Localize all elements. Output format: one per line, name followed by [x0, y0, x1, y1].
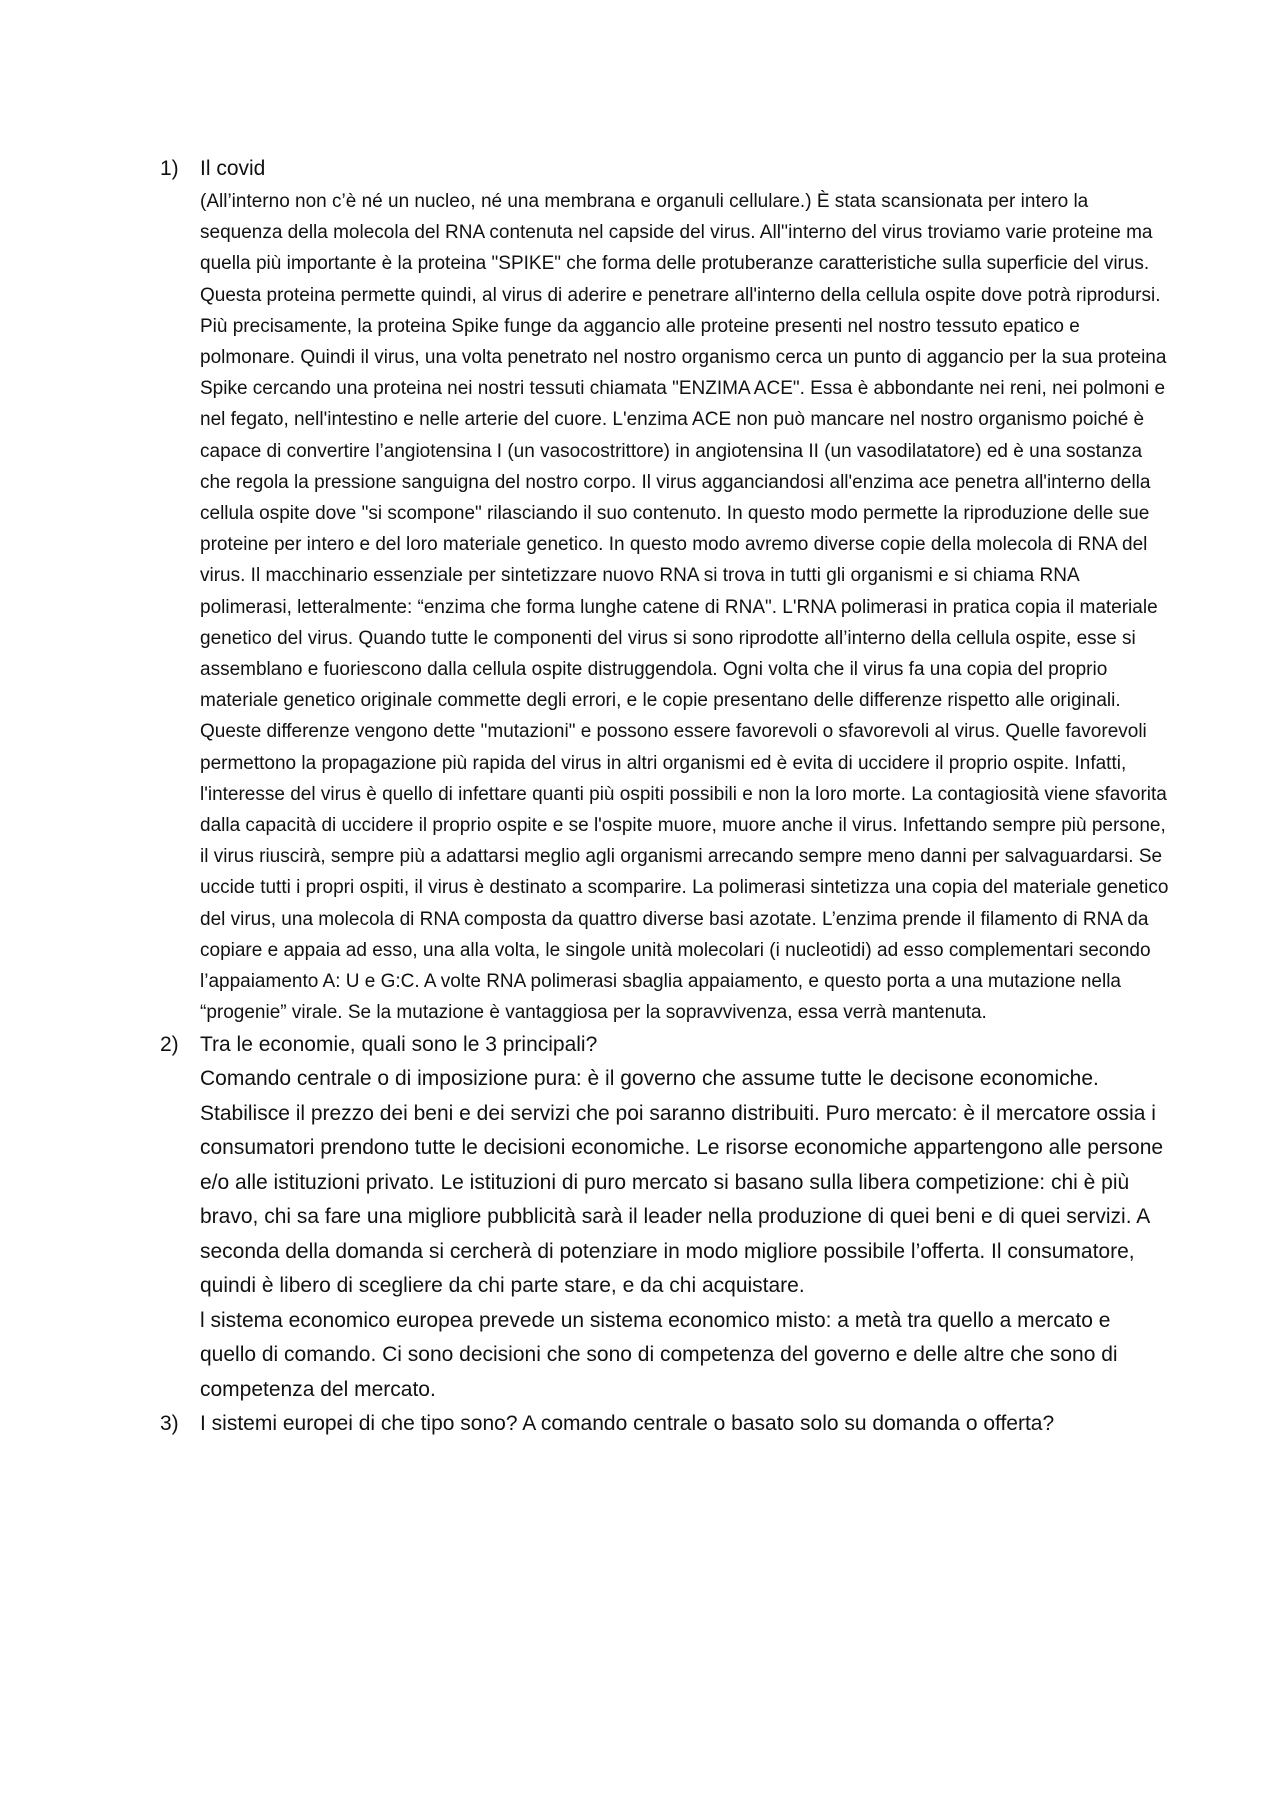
- item-title: Tra le economie, quali sono le 3 principali?: [200, 1033, 598, 1057]
- item-number: 3): [160, 1412, 179, 1436]
- item-content: [200, 152, 1170, 1028]
- item-title: Il covid: [200, 157, 266, 180]
- list-item: [160, 152, 1170, 1028]
- numbered-list: [160, 152, 1170, 1441]
- item-number: 2): [160, 1033, 179, 1057]
- item-number: 1): [160, 157, 179, 180]
- item-title: I sistemi europei di che tipo sono? A comando centrale o basato solo su domanda o offerta?: [200, 1412, 1055, 1436]
- item-paragraph: l sistema economico europea prevede un sistema economico misto: a metà tra quello a mercato e quello di comando. Ci sono decisioni che sono di competenza del governo e delle altre che sono di competenza del mercato.: [200, 1308, 1118, 1401]
- list-item: [160, 1407, 1170, 1441]
- list-item: [160, 1028, 1170, 1407]
- item-content: [200, 1407, 1170, 1441]
- item-paragraph: Comando centrale o di imposizione pura: è il governo che assume tutte le decisone economiche. Stabilisce il prezzo dei beni e dei servizi che poi saranno distribuiti. Puro mercato: è il mercatore ossia i consumatori prendono tutte le decisioni economiche. Le risorse economiche appartengono alle persone e/o alle istituzioni privato. Le istituzioni di puro mercato si basano sulla libera competizione: chi è più bravo, chi sa fare una migliore pubblicità sarà il leader nella produzione di quei beni e di quei servizi. A seconda della domanda si cercherà di potenziare in modo migliore possibile l’offerta. Il consumatore, quindi è libero di scegliere da chi parte stare, e da chi acquistare.: [200, 1067, 1164, 1298]
- item-content: [200, 1028, 1170, 1407]
- item-body: (All’interno non c’è né un nucleo, né una membrana e organuli cellulare.) È stata scansionata per intero la sequenza della molecola del RNA contenuta nel capside del virus. All''interno del virus troviamo varie proteine ma quella più importante è la proteina "SPIKE" che forma delle protuberanze caratteristiche sulla superficie del virus. Questa proteina permette quindi, al virus di aderire e penetrare all'interno della cellula ospite dove potrà riprodursi. Più precisamente, la proteina Spike funge da aggancio alle proteine presenti nel nostro tessuto epatico e polmonare. Quindi il virus, una volta penetrato nel nostro organismo cerca un punto di aggancio per la sua proteina Spike cercando una proteina nei nostri tessuti chiamata "ENZIMA ACE". Essa è abbondante nei reni, nei polmoni e nel fegato, nell'intestino e nelle arterie del cuore. L'enzima ACE non può mancare nel nostro organismo poiché è capace di convertire l’angiotensina I (un vasocostrittore) in angiotensina II (un vasodilatatore) ed è una sostanza che regola la pressione sanguigna del nostro corpo. Il virus agganciandosi all'enzima ace penetra all'interno della cellula ospite dove "si scompone" rilasciando il suo contenuto. In questo modo permette la riproduzione delle sue proteine per intero e del loro materiale genetico. In questo modo avremo diverse copie della molecola di RNA del virus. Il macchinario essenziale per sintetizzare nuovo RNA si trova in tutti gli organismi e si chiama RNA polimerasi, letteralmente: “enzima che forma lunghe catene di RNA". L'RNA polimerasi in pratica copia il materiale genetico del virus. Quando tutte le componenti del virus si sono riprodotte all’interno della cellula ospite, esse si assemblano e fuoriescono dalla cellula ospite distruggendola. Ogni volta che il virus fa una copia del proprio materiale genetico originale commette degli errori, e le copie presentano delle differenze rispetto alle originali. Queste differenze vengono dette "mutazioni" e possono essere favorevoli o sfavorevoli al virus. Quelle favorevoli permettono la propagazione più rapida del virus in altri organismi ed è evita di uccidere il proprio ospite. Infatti, l'interesse del virus è quello di infettare quanti più ospiti possibili e non la loro morte. La contagiosità viene sfavorita dalla capacità di uccidere il proprio ospite e se l'ospite muore, muore anche il virus. Infettando sempre più persone, il virus riuscirà, sempre più a adattarsi meglio agli organismi arrecando sempre meno danni per salvaguardarsi. Se uccide tutti i propri ospiti, il virus è destinato a scomparire. La polimerasi sintetizza una copia del materiale genetico del virus, una molecola di RNA composta da quattro diverse basi azotate. L’enzima prende il filamento di RNA da copiare e appaia ad esso, una alla volta, le singole unità molecolari (i nucleotidi) ad esso complementari secondo l’appaiamento A: U e G:C. A volte RNA polimerasi sbaglia appaiamento, e questo porta a una mutazione nella “progenie” virale. Se la mutazione è vantaggiosa per la sopravvivenza, essa verrà mantenuta.: [200, 191, 1169, 1024]
